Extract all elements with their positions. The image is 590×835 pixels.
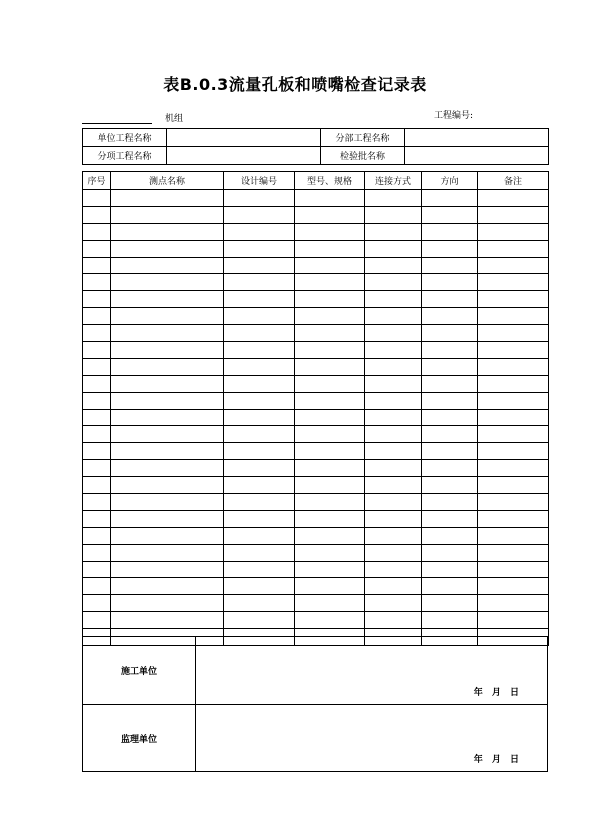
info-table xyxy=(82,128,549,165)
table-cell[interactable] xyxy=(478,510,549,527)
table-cell[interactable] xyxy=(365,342,422,359)
table-cell[interactable] xyxy=(478,494,549,511)
division-label: 分部工程名称 xyxy=(321,129,405,147)
unit-underline xyxy=(82,123,152,124)
table-cell[interactable] xyxy=(111,342,224,359)
table-cell[interactable] xyxy=(83,308,111,325)
table-cell[interactable] xyxy=(224,257,295,274)
table-cell[interactable] xyxy=(111,612,224,629)
table-cell[interactable] xyxy=(295,190,365,207)
table-cell[interactable] xyxy=(478,612,549,629)
table-cell[interactable] xyxy=(295,477,365,494)
table-cell[interactable] xyxy=(83,190,111,207)
table-cell[interactable] xyxy=(224,561,295,578)
table-cell[interactable] xyxy=(365,392,422,409)
table-cell[interactable] xyxy=(295,460,365,477)
supervision-signature-block xyxy=(82,704,548,772)
table-cell[interactable] xyxy=(365,308,422,325)
table-cell[interactable] xyxy=(111,595,224,612)
batch-label: 检验批名称 xyxy=(321,147,405,165)
column-header: 测点名称 xyxy=(111,172,224,190)
table-cell[interactable] xyxy=(478,375,549,392)
batch-field[interactable] xyxy=(405,147,549,165)
table-cell[interactable] xyxy=(365,443,422,460)
table-cell[interactable] xyxy=(83,257,111,274)
table-cell[interactable] xyxy=(295,510,365,527)
table-row xyxy=(83,612,549,629)
table-cell[interactable] xyxy=(83,460,111,477)
column-header: 备注 xyxy=(478,172,549,190)
table-row xyxy=(83,342,549,359)
table-cell[interactable] xyxy=(422,308,478,325)
table-cell[interactable] xyxy=(83,274,111,291)
table-cell[interactable] xyxy=(295,325,365,342)
table-cell[interactable] xyxy=(422,578,478,595)
table-cell[interactable] xyxy=(224,206,295,223)
table-row xyxy=(83,358,549,375)
table-header-row xyxy=(83,172,549,190)
table-cell[interactable] xyxy=(365,544,422,561)
table-cell[interactable] xyxy=(422,342,478,359)
table-cell[interactable] xyxy=(224,409,295,426)
table-cell[interactable] xyxy=(478,527,549,544)
table-cell[interactable] xyxy=(224,460,295,477)
table-cell[interactable] xyxy=(365,578,422,595)
table-cell[interactable] xyxy=(295,308,365,325)
table-cell[interactable] xyxy=(295,375,365,392)
table-cell[interactable] xyxy=(478,223,549,240)
record-table xyxy=(82,171,549,646)
table-cell[interactable] xyxy=(111,578,224,595)
table-cell[interactable] xyxy=(365,460,422,477)
project-code-label: 工程编号: xyxy=(434,111,474,121)
table-cell[interactable] xyxy=(365,595,422,612)
table-row xyxy=(83,544,549,561)
table-cell[interactable] xyxy=(83,342,111,359)
table-cell[interactable] xyxy=(422,477,478,494)
table-row xyxy=(83,477,549,494)
table-cell[interactable] xyxy=(111,409,224,426)
table-row xyxy=(83,291,549,308)
column-header: 设计编号 xyxy=(224,172,295,190)
table-cell[interactable] xyxy=(422,206,478,223)
table-cell[interactable] xyxy=(83,325,111,342)
table-cell[interactable] xyxy=(478,544,549,561)
table-cell[interactable] xyxy=(111,308,224,325)
table-row xyxy=(83,375,549,392)
table-cell[interactable] xyxy=(365,240,422,257)
table-cell[interactable] xyxy=(111,460,224,477)
table-cell[interactable] xyxy=(111,494,224,511)
table-cell[interactable] xyxy=(83,291,111,308)
table-cell[interactable] xyxy=(295,443,365,460)
column-header: 序号 xyxy=(83,172,111,190)
table-cell[interactable] xyxy=(224,274,295,291)
table-cell[interactable] xyxy=(224,223,295,240)
table-cell[interactable] xyxy=(83,544,111,561)
table-cell[interactable] xyxy=(224,240,295,257)
table-cell[interactable] xyxy=(224,494,295,511)
table-cell[interactable] xyxy=(478,578,549,595)
table-cell[interactable] xyxy=(83,561,111,578)
table-cell[interactable] xyxy=(295,206,365,223)
table-cell[interactable] xyxy=(295,595,365,612)
table-cell[interactable] xyxy=(478,477,549,494)
table-cell[interactable] xyxy=(365,527,422,544)
subitem-label: 分项工程名称 xyxy=(83,147,167,165)
table-cell[interactable] xyxy=(422,257,478,274)
table-cell[interactable] xyxy=(224,325,295,342)
table-cell[interactable] xyxy=(365,325,422,342)
table-cell[interactable] xyxy=(295,544,365,561)
table-cell[interactable] xyxy=(478,409,549,426)
table-cell[interactable] xyxy=(83,240,111,257)
supervision-unit-label: 监理单位 xyxy=(83,705,196,771)
subitem-field[interactable] xyxy=(167,147,321,165)
table-cell[interactable] xyxy=(111,443,224,460)
table-cell[interactable] xyxy=(422,443,478,460)
table-row xyxy=(83,206,549,223)
table-cell[interactable] xyxy=(422,358,478,375)
table-cell[interactable] xyxy=(83,426,111,443)
table-cell[interactable] xyxy=(365,358,422,375)
table-cell[interactable] xyxy=(224,578,295,595)
table-row xyxy=(83,527,549,544)
table-cell[interactable] xyxy=(478,460,549,477)
table-cell[interactable] xyxy=(295,257,365,274)
table-cell[interactable] xyxy=(224,544,295,561)
table-cell[interactable] xyxy=(365,612,422,629)
table-cell[interactable] xyxy=(478,190,549,207)
table-cell[interactable] xyxy=(478,595,549,612)
table-cell[interactable] xyxy=(365,375,422,392)
table-row xyxy=(83,460,549,477)
unit-project-label: 单位工程名称 xyxy=(83,129,167,147)
table-cell[interactable] xyxy=(478,342,549,359)
table-cell[interactable] xyxy=(111,325,224,342)
table-cell[interactable] xyxy=(83,595,111,612)
table-cell[interactable] xyxy=(224,527,295,544)
table-cell[interactable] xyxy=(224,510,295,527)
table-cell[interactable] xyxy=(478,325,549,342)
table-cell[interactable] xyxy=(422,595,478,612)
construction-signature-block xyxy=(82,636,548,705)
table-cell[interactable] xyxy=(224,595,295,612)
table-cell[interactable] xyxy=(83,510,111,527)
table-cell[interactable] xyxy=(111,223,224,240)
table-cell[interactable] xyxy=(422,190,478,207)
table-row xyxy=(83,223,549,240)
table-row xyxy=(83,190,549,207)
table-cell[interactable] xyxy=(365,510,422,527)
table-cell[interactable] xyxy=(111,510,224,527)
table-cell[interactable] xyxy=(224,443,295,460)
table-cell[interactable] xyxy=(224,291,295,308)
table-cell[interactable] xyxy=(295,274,365,291)
table-cell[interactable] xyxy=(295,426,365,443)
table-cell[interactable] xyxy=(111,240,224,257)
construction-date-label: 年 月 日 xyxy=(473,688,519,698)
table-row xyxy=(83,274,549,291)
table-row xyxy=(83,240,549,257)
table-cell[interactable] xyxy=(83,612,111,629)
table-cell[interactable] xyxy=(295,612,365,629)
table-cell[interactable] xyxy=(111,527,224,544)
supervision-date-label: 年 月 日 xyxy=(473,755,519,765)
table-cell[interactable] xyxy=(111,561,224,578)
table-row xyxy=(83,325,549,342)
table-cell[interactable] xyxy=(365,477,422,494)
column-header: 连接方式 xyxy=(365,172,422,190)
table-cell[interactable] xyxy=(422,561,478,578)
table-cell[interactable] xyxy=(422,527,478,544)
table-cell[interactable] xyxy=(422,392,478,409)
table-cell[interactable] xyxy=(295,291,365,308)
table-cell[interactable] xyxy=(111,544,224,561)
table-cell[interactable] xyxy=(83,206,111,223)
table-cell[interactable] xyxy=(83,409,111,426)
table-cell[interactable] xyxy=(365,190,422,207)
table-cell[interactable] xyxy=(365,274,422,291)
table-cell[interactable] xyxy=(224,477,295,494)
table-cell[interactable] xyxy=(224,342,295,359)
table-cell[interactable] xyxy=(111,375,224,392)
table-cell[interactable] xyxy=(422,240,478,257)
table-cell[interactable] xyxy=(83,358,111,375)
construction-unit-label: 施工单位 xyxy=(83,637,196,704)
info-row-2 xyxy=(83,147,549,165)
table-cell[interactable] xyxy=(478,426,549,443)
table-row xyxy=(83,257,549,274)
unit-project-field[interactable] xyxy=(167,129,321,147)
table-cell[interactable] xyxy=(83,578,111,595)
table-cell[interactable] xyxy=(422,291,478,308)
table-cell[interactable] xyxy=(478,443,549,460)
division-field[interactable] xyxy=(405,129,549,147)
table-row xyxy=(83,308,549,325)
table-cell[interactable] xyxy=(295,358,365,375)
table-cell[interactable] xyxy=(111,358,224,375)
table-cell[interactable] xyxy=(478,257,549,274)
table-cell[interactable] xyxy=(422,494,478,511)
table-cell[interactable] xyxy=(295,561,365,578)
table-cell[interactable] xyxy=(422,223,478,240)
table-cell[interactable] xyxy=(422,612,478,629)
table-cell[interactable] xyxy=(478,392,549,409)
table-cell[interactable] xyxy=(111,477,224,494)
column-header: 方向 xyxy=(422,172,478,190)
table-cell[interactable] xyxy=(295,240,365,257)
table-row xyxy=(83,561,549,578)
table-cell[interactable] xyxy=(295,527,365,544)
table-cell[interactable] xyxy=(478,291,549,308)
table-row xyxy=(83,578,549,595)
table-cell[interactable] xyxy=(111,426,224,443)
table-cell[interactable] xyxy=(83,392,111,409)
table-cell[interactable] xyxy=(365,561,422,578)
table-row xyxy=(83,409,549,426)
table-cell[interactable] xyxy=(478,274,549,291)
table-cell[interactable] xyxy=(111,257,224,274)
table-cell[interactable] xyxy=(224,392,295,409)
table-row xyxy=(83,392,549,409)
table-cell[interactable] xyxy=(365,291,422,308)
table-cell[interactable] xyxy=(83,494,111,511)
table-row xyxy=(83,595,549,612)
table-cell[interactable] xyxy=(365,409,422,426)
table-row xyxy=(83,443,549,460)
table-cell[interactable] xyxy=(422,325,478,342)
table-cell[interactable] xyxy=(365,426,422,443)
info-row-1 xyxy=(83,129,549,147)
table-cell[interactable] xyxy=(83,443,111,460)
table-cell[interactable] xyxy=(295,494,365,511)
table-cell[interactable] xyxy=(422,375,478,392)
table-cell[interactable] xyxy=(422,510,478,527)
table-cell[interactable] xyxy=(111,291,224,308)
table-cell[interactable] xyxy=(224,612,295,629)
table-cell[interactable] xyxy=(422,544,478,561)
table-cell[interactable] xyxy=(295,392,365,409)
table-cell[interactable] xyxy=(224,308,295,325)
table-row xyxy=(83,494,549,511)
table-body xyxy=(83,190,549,646)
table-cell[interactable] xyxy=(422,274,478,291)
table-cell[interactable] xyxy=(83,527,111,544)
table-cell[interactable] xyxy=(295,342,365,359)
table-cell[interactable] xyxy=(422,426,478,443)
table-cell[interactable] xyxy=(365,223,422,240)
table-cell[interactable] xyxy=(478,206,549,223)
table-cell[interactable] xyxy=(111,190,224,207)
table-cell[interactable] xyxy=(478,308,549,325)
table-cell[interactable] xyxy=(224,375,295,392)
table-cell[interactable] xyxy=(422,409,478,426)
table-cell[interactable] xyxy=(83,223,111,240)
table-cell[interactable] xyxy=(365,257,422,274)
table-cell[interactable] xyxy=(478,561,549,578)
table-cell[interactable] xyxy=(83,477,111,494)
table-cell[interactable] xyxy=(224,426,295,443)
table-cell[interactable] xyxy=(111,206,224,223)
table-cell[interactable] xyxy=(365,206,422,223)
table-cell[interactable] xyxy=(478,358,549,375)
page-title: 表B.0.3流量孔板和喷嘴检查记录表 xyxy=(163,75,427,94)
unit-label: 机组 xyxy=(165,114,184,124)
table-cell[interactable] xyxy=(224,358,295,375)
table-cell[interactable] xyxy=(365,494,422,511)
table-row xyxy=(83,426,549,443)
table-cell[interactable] xyxy=(83,375,111,392)
table-cell[interactable] xyxy=(295,223,365,240)
table-cell[interactable] xyxy=(422,460,478,477)
column-header: 型号、规格 xyxy=(295,172,365,190)
table-cell[interactable] xyxy=(224,190,295,207)
table-cell[interactable] xyxy=(111,274,224,291)
table-cell[interactable] xyxy=(478,240,549,257)
table-cell[interactable] xyxy=(295,409,365,426)
table-row xyxy=(83,510,549,527)
table-cell[interactable] xyxy=(111,392,224,409)
table-cell[interactable] xyxy=(295,578,365,595)
